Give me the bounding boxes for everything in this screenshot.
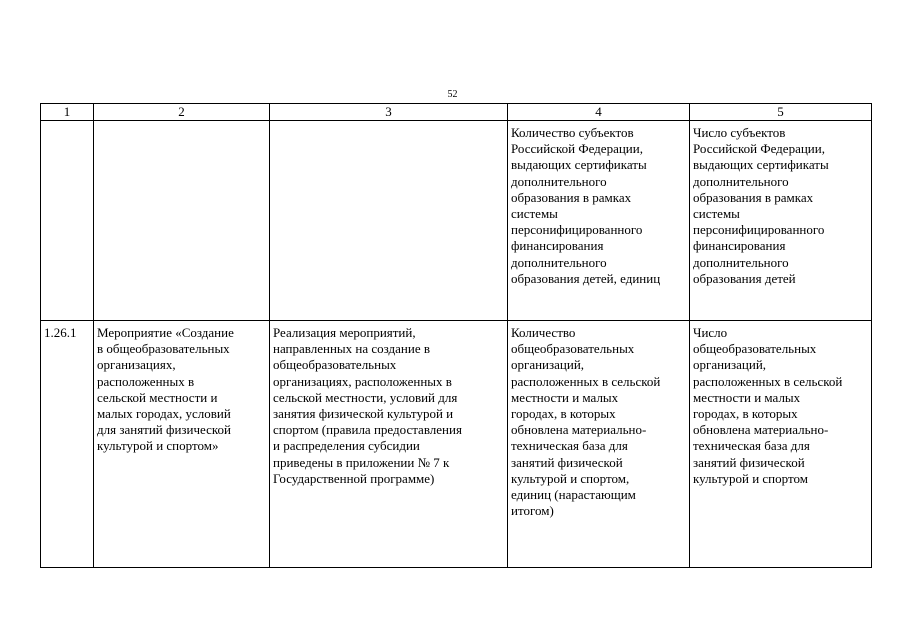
table-row bbox=[41, 321, 872, 568]
header-col-5: 5 bbox=[690, 104, 872, 121]
cell-indicator: Количество общеобразовательных организаций, расположенных в сельской местности и малых городах, в которых обновлена материально- техническая база для занятий физической культурой и спортом, единиц (нарастающим итогом) bbox=[508, 321, 690, 568]
cell-measure-name bbox=[94, 121, 270, 321]
measures-table bbox=[40, 103, 872, 568]
header-col-4: 4 bbox=[508, 104, 690, 121]
cell-indicator-short: Число общеобразовательных организаций, расположенных в сельской местности и малых городах, в которых обновлена материально- техническая база для занятий физической культурой и спортом bbox=[690, 321, 872, 568]
page-number: 52 bbox=[447, 89, 458, 100]
table-row bbox=[41, 121, 872, 321]
header-col-3: 3 bbox=[270, 104, 508, 121]
header-col-2: 2 bbox=[94, 104, 270, 121]
cell-measure-description: Реализация мероприятий, направленных на создание в общеобразовательных организациях, расположенных в сельской местности, условий для занятия физической культурой и спортом (правила предоставления и распределения субсидии приведены в приложении № 7 к Государственной программе) bbox=[270, 321, 508, 568]
cell-measure-name: Мероприятие «Создание в общеобразовательных организациях, расположенных в сельской местности и малых городах, условий для занятий физической культурой и спортом» bbox=[94, 321, 270, 568]
cell-measure-description bbox=[270, 121, 508, 321]
cell-indicator: Количество субъектов Российской Федерации, выдающих сертификаты дополнительного образования в рамках системы персонифицированного финансирования дополнительного образования детей, единиц bbox=[508, 121, 690, 321]
cell-number bbox=[41, 121, 94, 321]
cell-indicator-short: Число субъектов Российской Федерации, выдающих сертификаты дополнительного образования в рамках системы персонифицированного финансирования дополнительного образования детей bbox=[690, 121, 872, 321]
table-header-row bbox=[41, 104, 872, 121]
cell-number: 1.26.1 bbox=[41, 321, 94, 568]
header-col-1: 1 bbox=[41, 104, 94, 121]
